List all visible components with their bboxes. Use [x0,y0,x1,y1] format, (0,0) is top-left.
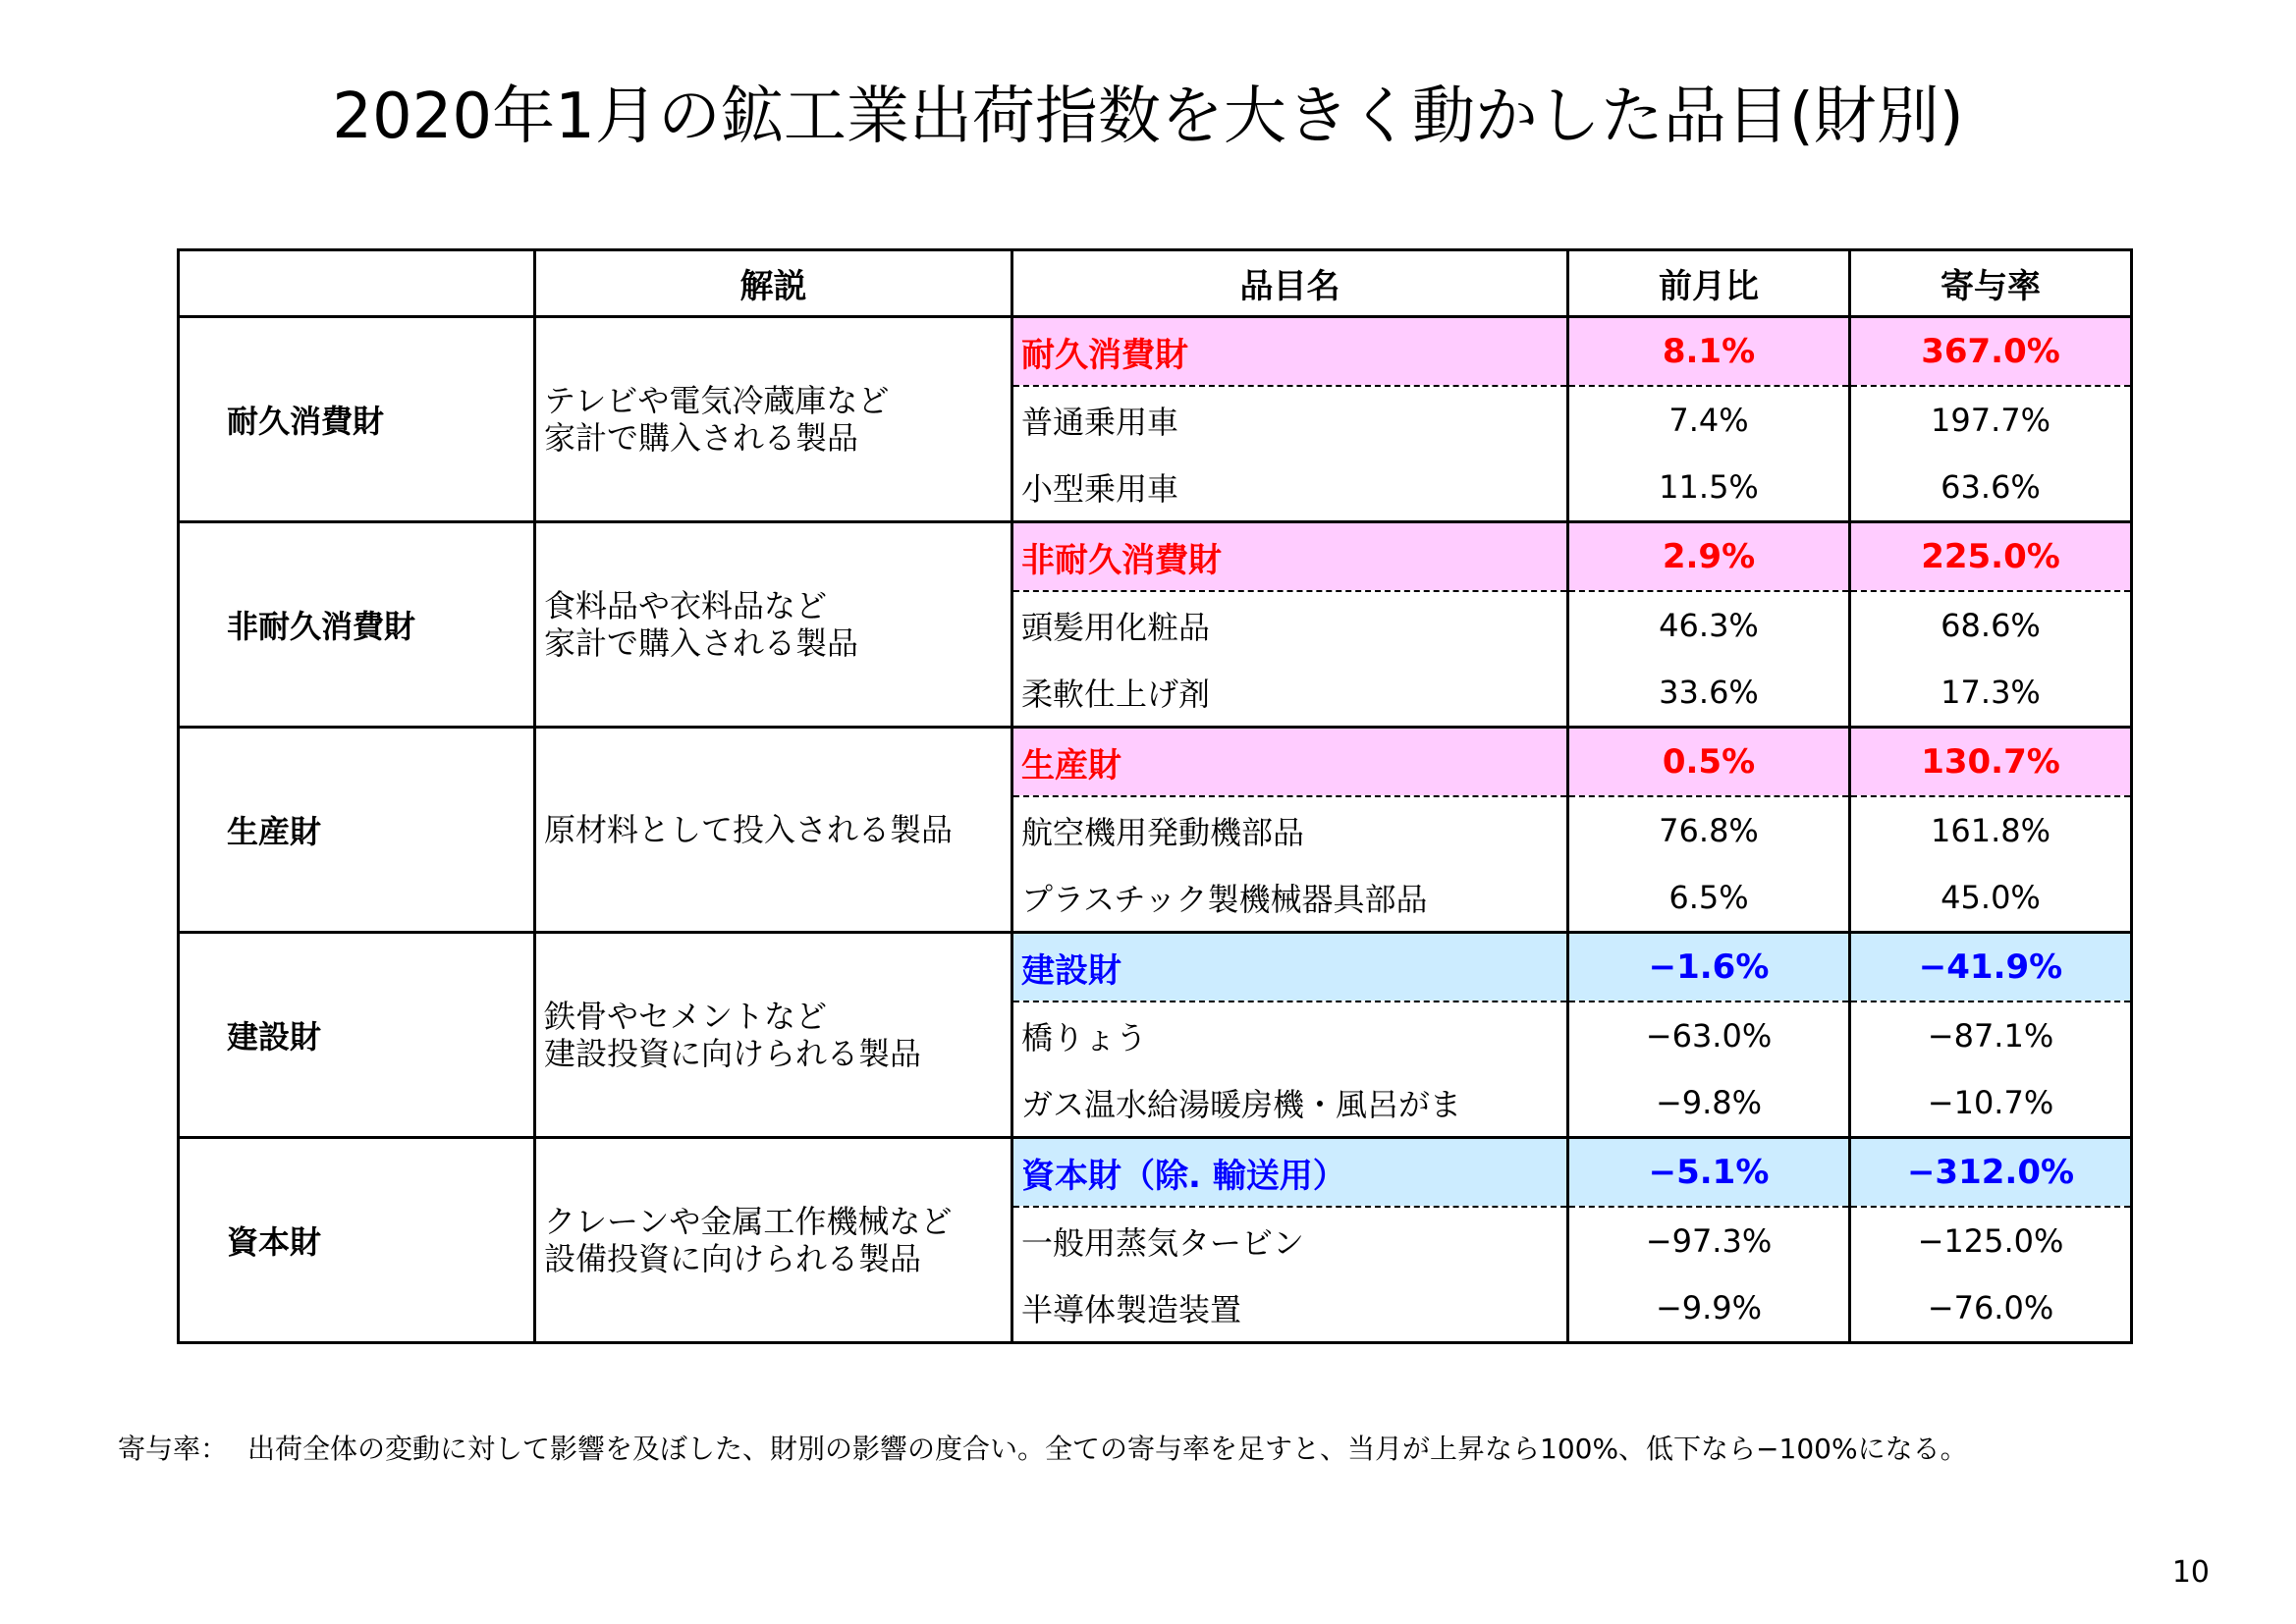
goods-table [177,248,2133,1344]
item-name-cell: 耐久消費財 [1012,317,1568,387]
contribution-cell: 17.3% [1850,659,2132,728]
category-description [535,933,1012,1138]
description-line: クレーンや金属工作機械など [544,1203,953,1240]
table-row-group-total [179,933,2132,1002]
item-name-cell: 資本財（除. 輸送用） [1012,1138,1568,1208]
item-name-cell: 半導体製造装置 [1012,1274,1568,1343]
mom-cell: −9.8% [1568,1069,1850,1138]
description-line: 建設投資に向けられる製品 [544,1035,922,1072]
contribution-cell: 367.0% [1850,317,2132,387]
item-name-cell: 非耐久消費財 [1012,522,1568,592]
item-name-cell: 建設財 [1012,933,1568,1002]
header-item-name: 品目名 [1012,250,1568,317]
table-row-group-total [179,317,2132,387]
footnote-label: 寄与率： [118,1433,229,1465]
contribution-cell: −76.0% [1850,1274,2132,1343]
table-row-group-total [179,1138,2132,1208]
item-name-cell: 橋りょう [1012,1001,1568,1069]
table-body [179,317,2132,1343]
header-category [179,250,535,317]
contribution-cell: 130.7% [1850,728,2132,797]
category-description [535,1138,1012,1343]
category-label: 建設財 [179,933,535,1138]
mom-cell: 6.5% [1568,864,1850,933]
mom-cell: −97.3% [1568,1207,1850,1274]
item-name-cell: 生産財 [1012,728,1568,797]
description-line: 原材料として投入される製品 [544,811,954,848]
mom-cell: −9.9% [1568,1274,1850,1343]
table-row-group-total [179,728,2132,797]
item-name-cell: 航空機用発動機部品 [1012,796,1568,864]
mom-cell: 11.5% [1568,454,1850,522]
page-title: 2020年1月の鉱工業出荷指数を大きく動かした品目(財別) [332,81,1964,153]
category-label: 生産財 [179,728,535,933]
mom-cell: 8.1% [1568,317,1850,387]
item-name-cell: 一般用蒸気タービン [1012,1207,1568,1274]
mom-cell: 7.4% [1568,386,1850,454]
mom-cell: 76.8% [1568,796,1850,864]
category-label: 非耐久消費財 [179,522,535,728]
mom-cell: 2.9% [1568,522,1850,592]
mom-cell: −63.0% [1568,1001,1850,1069]
page-number: 10 [2171,1555,2210,1590]
contribution-cell: 68.6% [1850,591,2132,659]
description-line: 設備投資に向けられる製品 [544,1240,922,1277]
category-description [535,522,1012,728]
description-line: 鉄骨やセメントなど [544,998,828,1035]
category-description [535,317,1012,522]
header-description: 解説 [535,250,1012,317]
table-header-row [179,250,2132,317]
header-mom: 前月比 [1568,250,1850,317]
mom-cell: 0.5% [1568,728,1850,797]
description-line: 家計で購入される製品 [544,419,859,457]
contribution-cell: 161.8% [1850,796,2132,864]
mom-cell: 46.3% [1568,591,1850,659]
contribution-cell: 197.7% [1850,386,2132,454]
mom-cell: 33.6% [1568,659,1850,728]
table-row-group-total [179,522,2132,592]
category-label: 資本財 [179,1138,535,1343]
contribution-cell: −312.0% [1850,1138,2132,1208]
description-line: 食料品や衣料品など [544,587,828,624]
contribution-cell: 45.0% [1850,864,2132,933]
contribution-cell: −41.9% [1850,933,2132,1002]
header-contribution: 寄与率 [1850,250,2132,317]
contribution-cell: −87.1% [1850,1001,2132,1069]
item-name-cell: 小型乗用車 [1012,454,1568,522]
description-line: 家計で購入される製品 [544,624,859,662]
contribution-cell: 225.0% [1850,522,2132,592]
category-label: 耐久消費財 [179,317,535,522]
item-name-cell: 頭髪用化粧品 [1012,591,1568,659]
item-name-cell: 普通乗用車 [1012,386,1568,454]
item-name-cell: プラスチック製機械器具部品 [1012,864,1568,933]
footnote-text: 出荷全体の変動に対して影響を及ぼした、財別の影響の度合い。全ての寄与率を足すと、当月が上昇なら100%、低下なら−100%になる。 [247,1433,1968,1465]
item-name-cell: 柔軟仕上げ剤 [1012,659,1568,728]
contribution-cell: −125.0% [1850,1207,2132,1274]
description-line: テレビや電気冷蔵庫など [544,382,890,419]
category-description [535,728,1012,933]
mom-cell: −1.6% [1568,933,1850,1002]
contribution-cell: 63.6% [1850,454,2132,522]
item-name-cell: ガス温水給湯暖房機・風呂がま [1012,1069,1568,1138]
contribution-cell: −10.7% [1850,1069,2132,1138]
mom-cell: −5.1% [1568,1138,1850,1208]
